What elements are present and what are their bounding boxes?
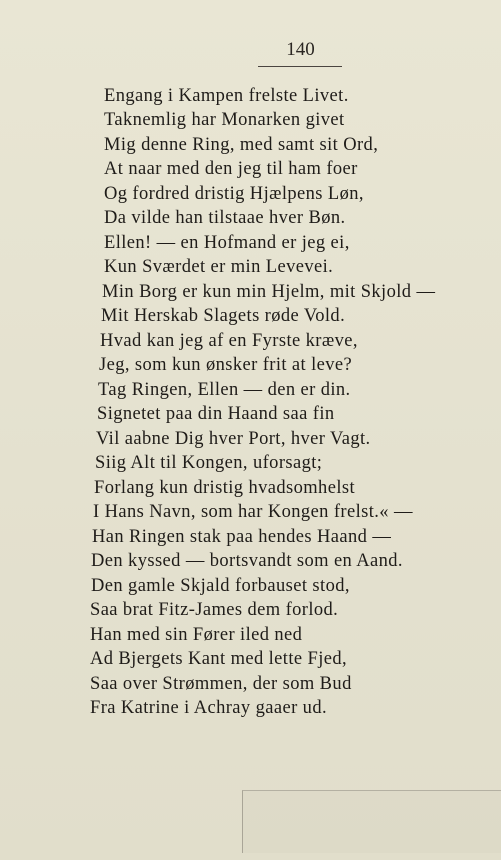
poem-line: Den gamle Skjald forbauset stod, [91,576,350,596]
poem-line: Forlang kun dristig hvadsomhelst [94,478,355,498]
poem-line: Han med sin Fører iled ned [90,625,303,645]
poem-line: Mit Herskab Slagets røde Vold. [101,306,346,326]
scan-edge-frame [242,790,501,853]
poem-line: Min Borg er kun min Hjelm, mit Skjold — [102,282,436,302]
poem-line: Han Ringen stak paa hendes Haand — [92,527,392,547]
poem-line: Kun Sværdet er min Levevei. [104,257,334,277]
poem-line: Vil aabne Dig hver Port, hver Vagt. [96,429,371,449]
poem-line: I Hans Navn, som har Kongen frelst.« — [93,502,413,522]
poem-line: Engang i Kampen frelste Livet. [104,86,349,106]
poem-line: Taknemlig har Monarken givet [104,110,345,130]
poem-line: Ellen! — en Hofmand er jeg ei, [104,233,350,253]
poem-line: Siig Alt til Kongen, uforsagt; [95,453,323,473]
poem-line: At naar med den jeg til ham foer [104,159,358,179]
poem-line: Tag Ringen, Ellen — den er din. [98,380,351,400]
poem-line: Jeg, som kun ønsker frit at leve? [99,355,353,375]
page-number-rule [258,66,342,67]
poem-line: Saa brat Fitz-James dem forlod. [90,600,339,620]
poem-line: Og fordred dristig Hjælpens Løn, [104,184,364,204]
poem-line: Signetet paa din Haand saa fin [97,404,335,424]
poem-line: Saa over Strømmen, der som Bud [90,674,352,694]
poem-line: Den kyssed — bortsvandt som en Aand. [91,551,403,571]
page-number: 140 [286,39,315,60]
poem-line: Ad Bjergets Kant med lette Fjed, [90,649,348,669]
poem-line: Hvad kan jeg af en Fyrste kræve, [100,331,358,351]
poem-line: Da vilde han tilstaae hver Bøn. [104,208,346,228]
poem-line: Mig denne Ring, med samt sit Ord, [104,135,379,155]
poem-line: Fra Katrine i Achray gaaer ud. [90,698,327,718]
